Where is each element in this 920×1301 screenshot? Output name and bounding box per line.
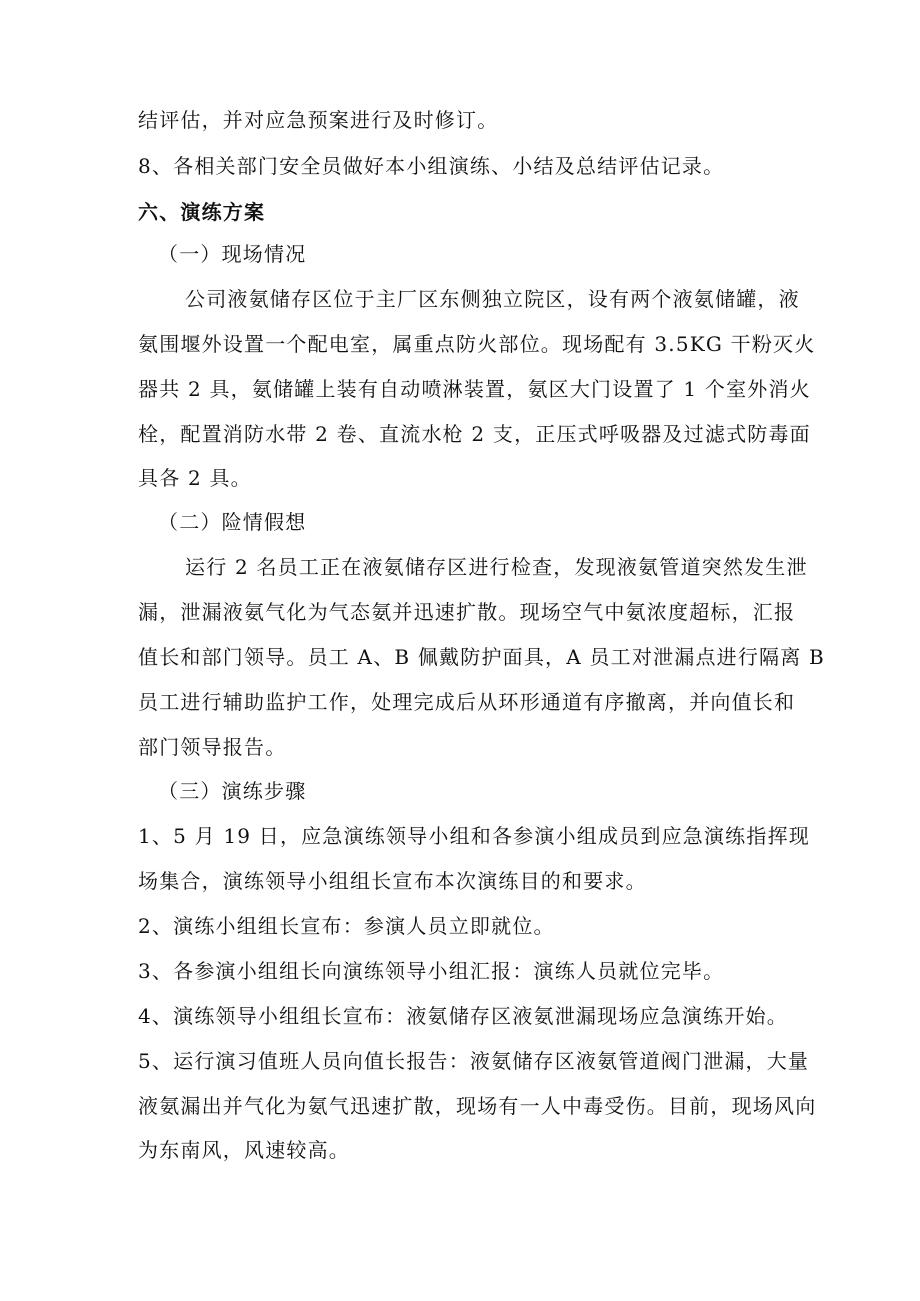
- paragraph-line: 值长和部门领导。员工 A、B 佩戴防护面具，A 员工对泄漏点进行隔离 B: [138, 645, 825, 669]
- paragraph-line: 液氨漏出并气化为氨气迅速扩散，现场有一人中毒受伤。目前，现场风向: [138, 1094, 817, 1118]
- paragraph-line: 器共 2 具，氨储罐上装有自动喷淋装置，氨区大门设置了 1 个室外消火: [138, 377, 811, 401]
- paragraph-line: 公司液氨储存区位于主厂区东侧独立院区，设有两个液氨储罐，液: [185, 287, 800, 311]
- subsection-heading: （三）演练步骤: [158, 779, 307, 803]
- paragraph-line: 具各 2 具。: [138, 466, 252, 490]
- paragraph-line: 3、各参演小组组长向演练领导小组汇报：演练人员就位完毕。: [138, 959, 725, 983]
- paragraph-line: 4、演练领导小组组长宣布：液氨储存区液氨泄漏现场应急演练开始。: [138, 1004, 788, 1028]
- paragraph-line: 结评估，并对应急预案进行及时修订。: [138, 108, 499, 132]
- subsection-heading: （二）险情假想: [158, 510, 307, 534]
- paragraph-line: 运行 2 名员工正在液氨储存区进行检查，发现液氨管道突然发生泄: [185, 555, 808, 579]
- paragraph-line: 2、演练小组组长宣布：参演人员立即就位。: [138, 914, 555, 938]
- paragraph-line: 1、5 月 19 日，应急演练领导小组和各参演小组成员到应急演练指挥现: [138, 824, 810, 848]
- paragraph-line: 8、各相关部门安全员做好本小组演练、小结及总结评估记录。: [138, 154, 725, 178]
- paragraph-line: 场集合，演练领导小组组长宣布本次演练目的和要求。: [138, 869, 647, 893]
- paragraph-line: 氨围堰外设置一个配电室，属重点防火部位。现场配有 3.5KG 干粉灭火: [138, 332, 816, 356]
- section-heading: 六、演练方案: [138, 200, 266, 224]
- paragraph-line: 部门领导报告。: [138, 735, 287, 759]
- paragraph-line: 5、运行演习值班人员向值长报告：液氨储存区液氨管道阀门泄漏，大量: [138, 1049, 810, 1073]
- paragraph-line: 为东南风，风速较高。: [138, 1138, 350, 1162]
- subsection-heading: （一）现场情况: [158, 242, 307, 266]
- paragraph-line: 员工进行辅助监护工作，处理完成后从环形通道有序撤离，并向值长和: [138, 690, 796, 714]
- paragraph-line: 漏，泄漏液氨气化为气态氨并迅速扩散。现场空气中氨浓度超标，汇报: [138, 600, 796, 624]
- paragraph-line: 栓，配置消防水带 2 卷、直流水枪 2 支，正压式呼吸器及过滤式防毒面: [138, 422, 811, 446]
